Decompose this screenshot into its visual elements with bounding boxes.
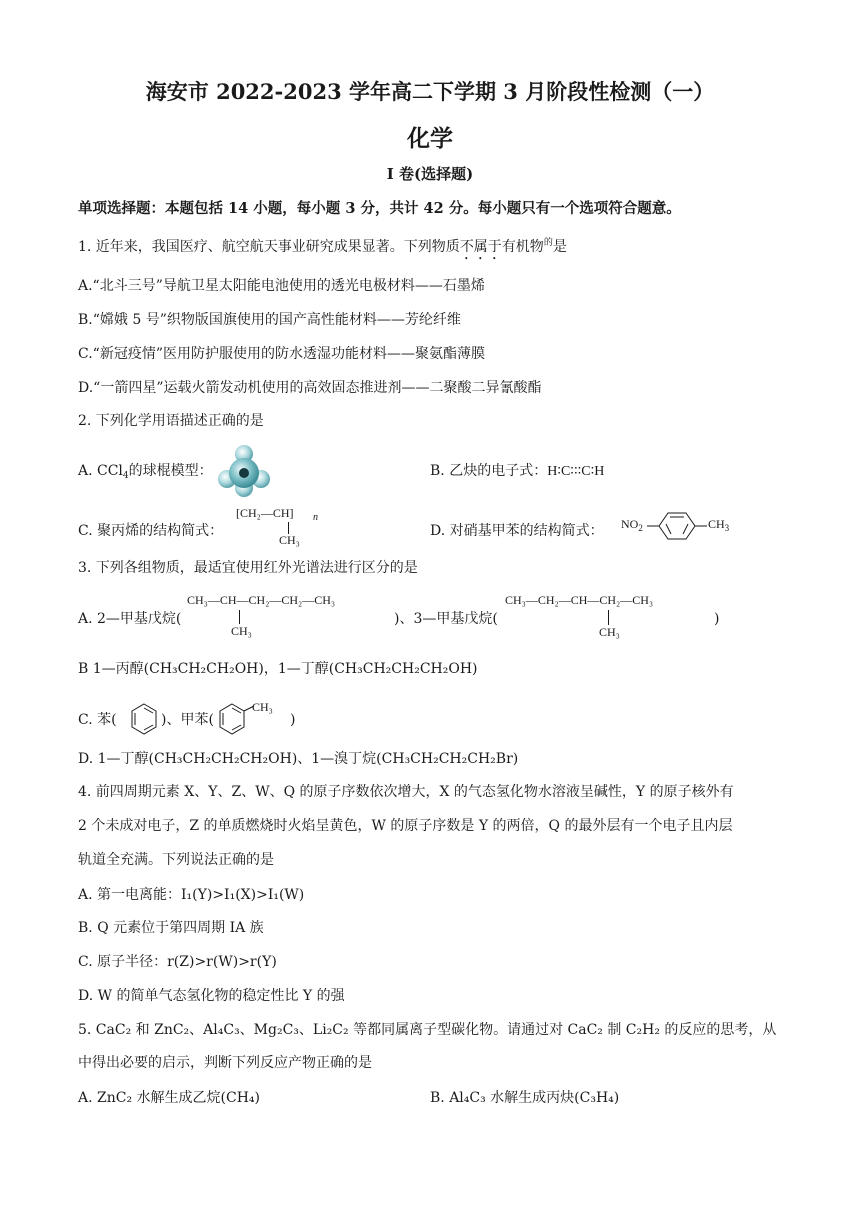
q2-a-subscript: 4 xyxy=(122,471,129,481)
methyl-text: CH xyxy=(708,517,725,531)
q2-option-a xyxy=(78,461,213,481)
q5-option-a: A. ZnC₂ 水解生成乙烷(CH₄) xyxy=(78,1090,260,1106)
exam-title: 海安市 2022-2023 学年高二下学期 3 月阶段性检测（一） xyxy=(145,79,715,104)
3-methylpentane-structure xyxy=(505,593,715,645)
q1-option-c: C.“新冠疫情”医用防护服使用的防水透湿功能材料——聚氨酯薄膜 xyxy=(78,346,485,362)
q3-option-c-close: ) xyxy=(290,712,296,728)
q3-option-a-middle: )、3—甲基戊烷( xyxy=(394,611,498,627)
q4-stem-line-3: 轨道全充满。下列说法正确的是 xyxy=(78,852,274,868)
2-methylpentane-methyl: CH₃ xyxy=(231,624,252,638)
2-methylpentane-structure xyxy=(187,593,392,643)
nitro-group xyxy=(621,517,643,532)
q2-option-c: C. 聚丙烯的结构简式： xyxy=(78,523,224,539)
acetylene-electron-formula: H∶C∶∶∶C∶H xyxy=(547,464,605,479)
q1-stem xyxy=(78,237,567,263)
q4-option-b: B. Q 元素位于第四周期 IA 族 xyxy=(78,920,264,936)
q3-option-c-prefix: C. 苯( xyxy=(78,712,117,728)
polypropylene-structure xyxy=(236,506,326,548)
benzene-icon xyxy=(130,702,158,736)
polypropylene-methyl: CH₃ xyxy=(279,533,300,547)
nitro-text: NO xyxy=(621,517,639,531)
q3-option-d: D. 1—丁醇(CH₃CH₂CH₂CH₂OH)、1—溴丁烷(CH₃CH₂CH₂CH₂Br) xyxy=(78,751,519,767)
q2-option-d: D. 对硝基甲苯的结构简式： xyxy=(430,523,604,539)
q1-option-a: A.“北斗三号”导航卫星太阳能电池使用的透光电极材料——石墨烯 xyxy=(78,278,485,294)
q4-option-c: C. 原子半径：r(Z)>r(W)>r(Y) xyxy=(78,954,277,970)
q1-option-b: B.“嫦娥 5 号”织物版国旗使用的国产高性能材料——芳纶纤维 xyxy=(78,312,461,328)
2-methylpentane-chain: CH₃—CH—CH₂—CH₂—CH₃ xyxy=(187,593,336,607)
q2-b-label: B. 乙炔的电子式： xyxy=(430,463,548,479)
subject-title: 化学 xyxy=(407,125,453,152)
q1-stem-emphasis: 不属于 xyxy=(459,239,502,255)
q2-a-label: A. CCl xyxy=(78,463,123,479)
ccl4-ball-stick-model xyxy=(218,444,270,498)
methyl-subscript: 3 xyxy=(724,523,730,533)
q4-stem-line-1: 4. 前四周期元素 X、Y、Z、W、Q 的原子序数依次增大，X 的气态氢化物水溶液呈碱性，Y 的原子核外有 xyxy=(78,784,734,800)
q2-option-b xyxy=(430,461,604,482)
branch-bond xyxy=(239,610,240,624)
polypropylene-main-chain: [CH₂—CH] xyxy=(236,506,294,520)
3-methylpentane-methyl: CH₃ xyxy=(599,625,620,639)
q4-option-a: A. 第一电离能：I₁(Y)>I₁(X)>I₁(W) xyxy=(78,887,305,903)
branch-bond xyxy=(608,610,609,625)
toluene-methyl: CH₃ xyxy=(252,700,273,714)
nitro-subscript: 2 xyxy=(638,523,643,533)
methyl-group xyxy=(708,517,729,532)
q2-a-text: 的球棍模型： xyxy=(128,463,213,479)
3-methylpentane-chain: CH₃—CH₂—CH—CH₂—CH₃ xyxy=(505,593,654,607)
q1-option-d: D.“一箭四星”运载火箭发动机使用的高效固态推进剂——二聚酸二异氰酸酯 xyxy=(78,380,542,396)
q5-option-b: B. Al₄C₃ 水解生成丙炔(C₃H₄) xyxy=(430,1090,620,1106)
q5-stem-line-2: 中得出必要的启示，判断下列反应产物正确的是 xyxy=(78,1055,372,1071)
q3-stem: 3. 下列各组物质，最适宜使用红外光谱法进行区分的是 xyxy=(78,560,418,576)
p-nitrotoluene-structure xyxy=(621,510,733,542)
q3-option-b: B 1—丙醇(CH₃CH₂CH₂OH)，1—丁醇(CH₃CH₂CH₂CH₂OH) xyxy=(78,661,478,677)
q3-option-a-close: ) xyxy=(714,611,720,627)
q1-stem-text: 1. 近年来，我国医疗、航空航天事业研究成果显著。下列物质 xyxy=(78,239,460,255)
q3-option-c-middle: )、甲苯( xyxy=(161,712,214,728)
q1-stem-end: 是 xyxy=(552,239,567,255)
q2-stem: 2. 下列化学用语描述正确的是 xyxy=(78,413,264,429)
part-title: I 卷(选择题) xyxy=(386,165,474,183)
q4-option-d: D. W 的简单气态氢化物的稳定性比 Y 的强 xyxy=(78,988,345,1004)
benzene-ring-icon xyxy=(647,510,707,542)
polymer-degree-n: n xyxy=(313,512,318,523)
q1-stem-text-2: 有机物 xyxy=(501,239,544,255)
q5-stem-line-1: 5. CaC₂ 和 ZnC₂、Al₄C₃、Mg₂C₃、Li₂C₂ 等都同属离子型碳化物。请通过对 CaC₂ 制 C₂H₂ 的反应的思考，从 xyxy=(78,1022,777,1038)
q3-option-a-prefix: A. 2—甲基戊烷( xyxy=(78,611,182,627)
section-instructions: 单项选择题：本题包括 14 小题，每小题 3 分，共计 42 分。每小题只有一个选项符合题意。 xyxy=(78,200,681,217)
q1-stem-superscript: 的 xyxy=(543,238,553,248)
q4-stem-line-2: 2 个未成对电子，Z 的单质燃烧时火焰呈黄色，W 的原子序数是 Y 的两倍，Q 的最外层有一个电子且内层 xyxy=(78,818,733,834)
